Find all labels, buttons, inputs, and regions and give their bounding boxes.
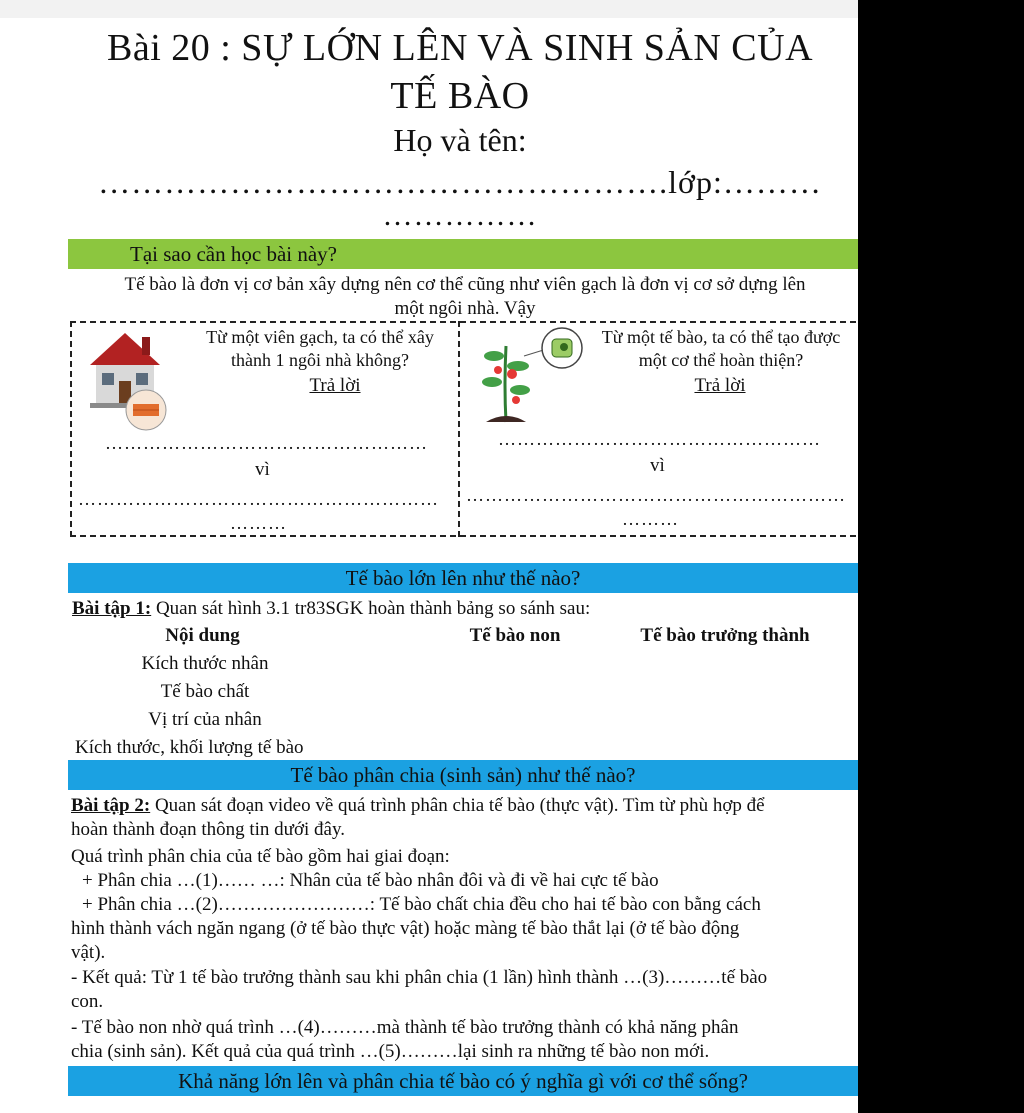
cell-icon (540, 326, 584, 370)
exercise2-line1 (71, 794, 861, 818)
table-row-nucleus-position: Vị trí của nhân (148, 709, 262, 730)
right-answer-dots2[interactable]: …………………………………………………… (466, 485, 846, 505)
table-header-mature-cell: Tế bào trưởng thành (640, 625, 810, 646)
exercise1-line (72, 597, 590, 621)
page-title-line2: TẾ BÀO (390, 75, 530, 117)
left-answer-dots2[interactable]: ………………………………………………… (78, 489, 439, 509)
left-answer-dots1[interactable]: …………………………………………… (105, 433, 428, 453)
brick-icon (124, 388, 168, 432)
right-black-strip (858, 0, 1024, 1113)
division-para3: + Phân chia …(2)……………………: Tế bào chất chia đều cho hai tế bào con bằng cách (82, 894, 761, 915)
division-para6: - Kết quả: Từ 1 tế bào trưởng thành sau khi phân chia (1 lần) hình thành …(3)………tế bào (71, 967, 768, 988)
page-title-line1: Bài 20 : SỰ LỚN LÊN VÀ SINH SẢN CỦA (106, 27, 814, 69)
exercise1-label: Bài tập 1: (72, 598, 152, 619)
left-question-line2: thành 1 ngôi nhà không? (231, 350, 409, 370)
name-class-dots: …………………………………………….lớp:……… (98, 164, 822, 200)
right-answer-label: Trả lời (694, 375, 746, 396)
significance-bar (68, 1066, 858, 1096)
name-label: Họ và tên: (393, 122, 527, 158)
name-dots-line2: …………… (382, 199, 538, 232)
table-row-cell-size-mass: Kích thước, khối lượng tế bào (75, 737, 304, 758)
right-answer-dots1[interactable]: …………………………………………… (498, 429, 821, 449)
left-because-label: vì (255, 459, 270, 480)
right-question-line2: một cơ thể hoàn thiện? (638, 350, 804, 370)
right-because-label: vì (650, 455, 665, 476)
why-learn-label: Tại sao cần học bài này? (130, 242, 337, 266)
division-para2: + Phân chia …(1)…… …: Nhân của tế bào nhân đôi và đi về hai cực tế bào (82, 870, 659, 891)
cell-growth-bar (68, 563, 858, 593)
intro-line1: Tế bào là đơn vị cơ bản xây dựng nên cơ thể cũng như viên gạch là đơn vị cơ sở dựng lên (124, 274, 806, 295)
exercise2-text: Quan sát đoạn video về quá trình phân chia tế bào (thực vật). Tìm từ phù hợp để (150, 795, 765, 816)
exercise2-line2: hoàn thành đoạn thông tin dưới đây. (71, 819, 345, 840)
table-row-nucleus-size: Kích thước nhân (141, 653, 269, 674)
division-para4: hình thành vách ngăn ngang (ở tế bào thực vật) hoặc màng tế bào thắt lại (ở tế bào động (71, 918, 740, 939)
right-question-line1: Từ một tế bào, ta có thể tạo được (601, 327, 841, 347)
exercise1-text: Quan sát hình 3.1 tr83SGK hoàn thành bảng so sánh sau: (151, 598, 591, 619)
division-para8: - Tế bào non nhờ quá trình …(4)………mà thành tế bào trưởng thành có khả năng phân (71, 1017, 739, 1038)
table-header-content: Nội dung (165, 625, 240, 646)
cell-growth-label: Tế bào lớn lên như thế nào? (345, 566, 581, 590)
cell-division-label: Tế bào phân chia (sinh sản) như thế nào? (290, 763, 636, 787)
right-answer-dots3[interactable]: ……… (622, 509, 679, 529)
cell-division-bar (68, 760, 858, 790)
left-answer-label: Trả lời (309, 375, 361, 396)
exercise2-label: Bài tập 2: (71, 795, 151, 816)
significance-label: Khả năng lớn lên và phân chia tế bào có ý nghĩa gì với cơ thể sống? (178, 1069, 748, 1093)
division-para1: Quá trình phân chia của tế bào gồm hai giai đoạn: (71, 846, 450, 867)
intro-line2: một ngôi nhà. Vậy (394, 298, 536, 319)
top-margin (0, 0, 858, 18)
table-header-young-cell: Tế bào non (469, 625, 561, 646)
table-row-cytoplasm: Tế bào chất (160, 681, 250, 702)
division-para5: vật). (71, 942, 106, 963)
why-learn-bar (68, 239, 858, 269)
left-answer-dots3[interactable]: ……… (230, 513, 287, 533)
left-question-line1: Từ một viên gạch, ta có thể xây (206, 327, 434, 347)
division-para9: chia (sinh sản). Kết quả của quá trình …(5)………lại sinh ra những tế bào non mới. (71, 1041, 710, 1062)
division-para7: con. (71, 991, 104, 1012)
